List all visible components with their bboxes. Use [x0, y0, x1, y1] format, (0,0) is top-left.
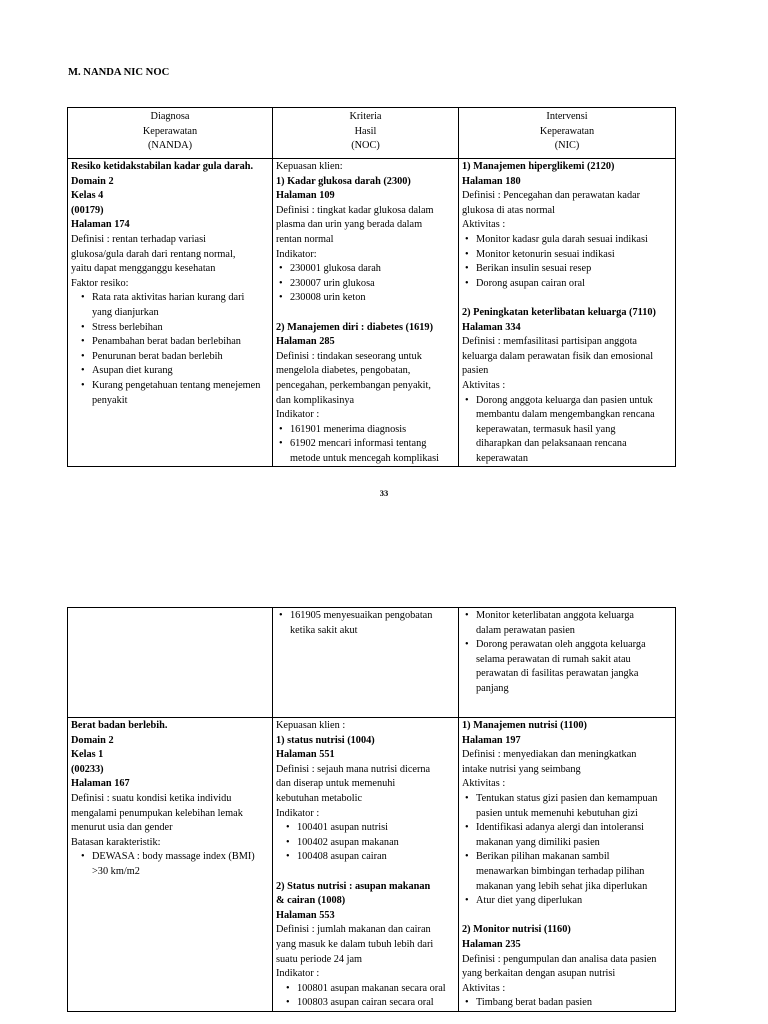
- table-row: [68, 718, 676, 1012]
- activity-list: [462, 609, 672, 697]
- page-heading: M. NANDA NIC NOC: [68, 67, 170, 78]
- list-item: • 230001 glukosa darah: [276, 262, 455, 277]
- list-item: • Atur diet yang diperlukan: [462, 894, 672, 909]
- list-item: • Tentukan status gizi pasien dan kemampuan pasien untuk memenuhi kebutuhan gizi: [462, 792, 672, 821]
- table-row: [68, 608, 676, 718]
- activity-list: [462, 792, 672, 909]
- indicator-list: [276, 609, 455, 638]
- activity-list: [462, 233, 672, 291]
- activity-list: [462, 996, 672, 1011]
- list-item: • Kurang pengetahuan tentang menejemen penyakit: [71, 379, 269, 408]
- nanda-cell: Berat badan berlebih. Domain 2 Kelas 1 (00233) Halaman 167 Definisi : suatu kondisi ketika individu mengalami penumpukan kelebihan lemak menurut usia dan gender Batasan karakteristik: • DEWASA : body massage index (BMI) >30 km/m2: [68, 718, 273, 1012]
- list-item: • 61902 mencari informasi tentang metode untuk mencegah komplikasi: [276, 437, 455, 466]
- list-item: • 230008 urin keton: [276, 291, 455, 306]
- noc-cell: [273, 608, 459, 718]
- indicator-list: [276, 423, 455, 467]
- nic-cell: 1) Manajemen nutrisi (1100) Halaman 197 Definisi : menyediakan dan meningkatkan intake nutrisi yang seimbang Aktivitas : • Tentukan status gizi pasien dan kemampuan pasien untuk memenuhi kebutuhan gizi • Identifikasi adanya alergi dan intoleransi makanan yang dimiliki pasien • Berikan pilihan makanan sambil menawarkan bimbingan terhadap pilihan makanan yang lebih sehat jika diperlukan • Atur diet yang diperlukan 2) Monitor nutrisi (1160) Halaman 235 Definisi : pengumpulan dan analisa data pasien yang berkaitan dengan asupan nutrisi Aktivitas : • Timbang berat badan pasien: [459, 718, 676, 1012]
- list-item: • Identifikasi adanya alergi dan intoleransi makanan yang dimiliki pasien: [462, 821, 672, 850]
- list-item: • Monitor ketonurin sesuai indikasi: [462, 248, 672, 263]
- list-item: • Stress berlebihan: [71, 321, 269, 336]
- list-item: • Dorong asupan cairan oral: [462, 277, 672, 292]
- list-item: • Penambahan berat badan berlebihan: [71, 335, 269, 350]
- characteristic-list: [71, 850, 269, 879]
- noc-cell: Kepuasan klien: 1) Kadar glukosa darah (2300) Halaman 109 Definisi : tingkat kadar glukosa dalam plasma dan urin yang berada dalam rentan normal Indikator: • 230001 glukosa darah • 230007 urin glukosa • 230008 urin keton 2) Manajemen diri : diabetes (1619) Halaman 285 Definisi : tindakan seseorang untuk mengelola diabetes, pengobatan, pencegahan, perkembangan penyakit, dan komplikasinya Indikator : • 161901 menerima diagnosis • 61902 mencari informasi tentang metode untuk mencegah komplikasi: [273, 159, 459, 467]
- list-item: • Rata rata aktivitas harian kurang dari yang dianjurkan: [71, 291, 269, 320]
- table-row: [68, 159, 676, 467]
- activity-list: [462, 394, 672, 467]
- list-item: • 230007 urin glukosa: [276, 277, 455, 292]
- indicator-list: [276, 982, 455, 1011]
- list-item: • 100401 asupan nutrisi: [276, 821, 455, 836]
- table-header-row: [68, 108, 676, 159]
- noc-cell: Kepuasan klien : 1) status nutrisi (1004) Halaman 551 Definisi : sejauh mana nutrisi dicerna dan diserap untuk memenuhi kebutuhan metabolic Indikator : • 100401 asupan nutrisi • 100402 asupan makanan • 100408 asupan cairan 2) Status nutrisi : asupan makanan & cairan (1008) Halaman 553 Definisi : jumlah makanan dan cairan yang masuk ke dalam tubuh lebih dari suatu periode 24 jam Indikator : • 100801 asupan makanan secara oral • 100803 asupan cairan secara oral: [273, 718, 459, 1012]
- list-item: • Dorong anggota keluarga dan pasien untuk membantu dalam mengembangkan rencana keperawatan, termasuk hasil yang diharapkan dan pelaksanaan rencana keperawatan: [462, 394, 672, 467]
- nic-cell: [459, 608, 676, 718]
- diagnosis-title: Berat badan berlebih.: [71, 720, 168, 731]
- list-item: • 100801 asupan makanan secara oral: [276, 982, 455, 997]
- list-item: • 100408 asupan cairan: [276, 850, 455, 865]
- list-item: • Asupan diet kurang: [71, 364, 269, 379]
- nanda-nic-noc-table: [67, 107, 676, 467]
- header-nic: Intervensi Keperawatan (NIC): [459, 108, 676, 159]
- risk-factor-list: [71, 291, 269, 408]
- list-item: • 161905 menyesuaikan pengobatan ketika sakit akut: [276, 609, 455, 638]
- header-noc: Kriteria Hasil (NOC): [273, 108, 459, 159]
- list-item: • Monitor kadasr gula darah sesuai indikasi: [462, 233, 672, 248]
- list-item: • Monitor keterlibatan anggota keluarga dalam perawatan pasien: [462, 609, 672, 638]
- nanda-cell: [68, 608, 273, 718]
- page-number: 33: [379, 488, 389, 498]
- nanda-nic-noc-table-continued: [67, 607, 676, 1012]
- list-item: • Berikan pilihan makanan sambil menawarkan bimbingan terhadap pilihan makanan yang lebih sehat jika diperlukan: [462, 850, 672, 894]
- nanda-cell: Resiko ketidakstabilan kadar gula darah. Domain 2 Kelas 4 (00179) Halaman 174 Definisi : rentan terhadap variasi glukosa/gula darah dari rentang normal, yaitu dapat mengganggu kesehatan Faktor resiko: • Rata rata aktivitas harian kurang dari yang dianjurkan • Stress berlebihan • Penambahan berat badan berlebihan • Penurunan berat badan berlebih • Asupan diet kurang • Kurang pengetahuan tentang menejemen penyakit: [68, 159, 273, 467]
- diagnosis-title: Resiko ketidakstabilan kadar gula darah.: [71, 161, 254, 172]
- nic-cell: 1) Manajemen hiperglikemi (2120) Halaman 180 Definisi : Pencegahan dan perawatan kadar glukosa di atas normal Aktivitas : • Monitor kadasr gula darah sesuai indikasi • Monitor ketonurin sesuai indikasi • Berikan insulin sesuai resep • Dorong asupan cairan oral 2) Peningkatan keterlibatan keluarga (7110) Halaman 334 Definisi : memfasilitasi partisipan anggota keluarga dalam perawatan fisik dan emosional pasien Aktivitas : • Dorong anggota keluarga dan pasien untuk membantu dalam mengembangkan rencana keperawatan, termasuk hasil yang diharapkan dan pelaksanaan rencana keperawatan: [459, 159, 676, 467]
- list-item: • Penurunan berat badan berlebih: [71, 350, 269, 365]
- list-item: • Timbang berat badan pasien: [462, 996, 672, 1011]
- indicator-list: [276, 821, 455, 865]
- indicator-list: [276, 262, 455, 306]
- list-item: • 100402 asupan makanan: [276, 836, 455, 851]
- list-item: • 100803 asupan cairan secara oral: [276, 996, 455, 1011]
- list-item: • Dorong perawatan oleh anggota keluarga selama perawatan di rumah sakit atau perawatan di fasilitas perawatan jangka panjang: [462, 638, 672, 696]
- header-nanda: Diagnosa Keperawatan (NANDA): [68, 108, 273, 159]
- list-item: • DEWASA : body massage index (BMI) >30 km/m2: [71, 850, 269, 879]
- list-item: • Berikan insulin sesuai resep: [462, 262, 672, 277]
- list-item: • 161901 menerima diagnosis: [276, 423, 455, 438]
